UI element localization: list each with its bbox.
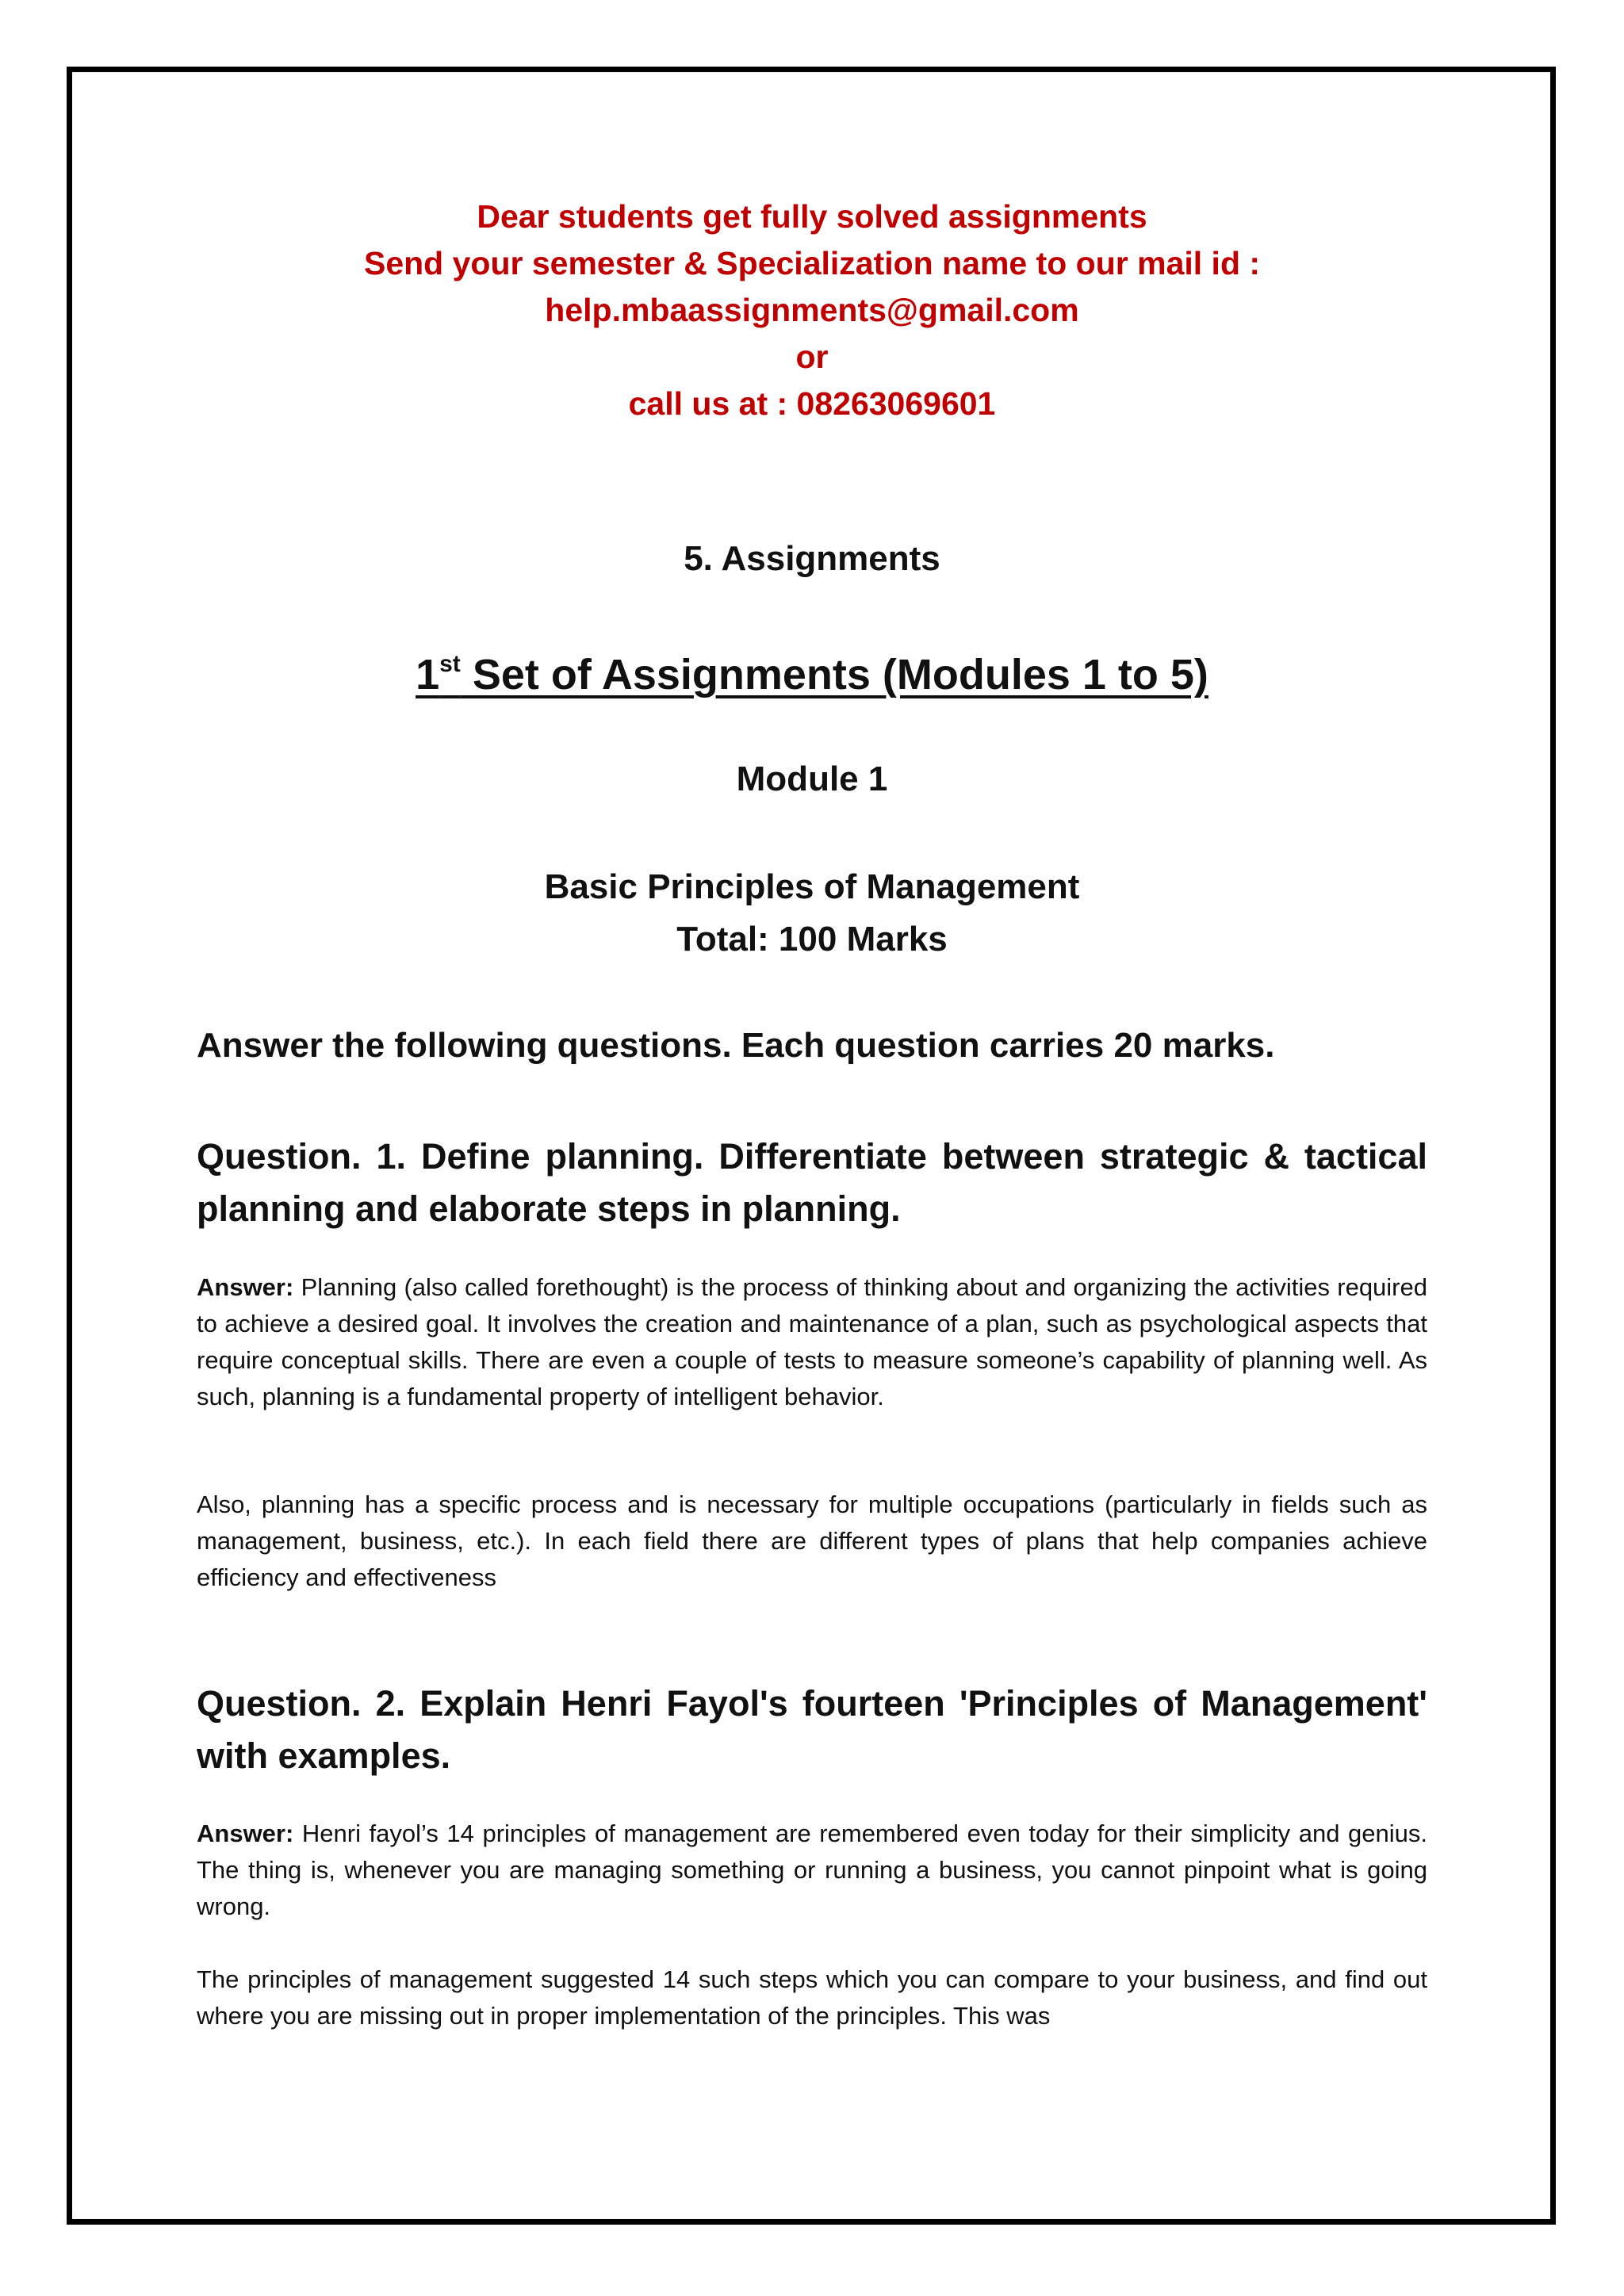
promo-line-1: Dear students get fully solved assignments (477, 198, 1147, 235)
question-1: Question. 1. Define planning. Differentiate between strategic & tactical planning and elaborate steps in planning. (197, 1136, 1427, 1229)
answer-label: Answer: (197, 1820, 294, 1847)
total-marks: Total: 100 Marks (676, 920, 948, 959)
promo-phone[interactable]: call us at : 08263069601 (628, 385, 996, 422)
answer-1-paragraph-1 (197, 1269, 1427, 1415)
set-title-text: Set of Assignments (Modules 1 to 5) (460, 651, 1208, 698)
answer-2-paragraph-2: The principles of management suggested 14 such steps which you can compare to your business, and find out where you are missing out in proper implementation of the principles. This was (197, 1965, 1427, 2030)
answer-1-paragraph-2: Also, planning has a specific process and is necessary for multiple occupations (particularly in fields such as management, business, etc.). In each field there are different types of plans that help companies achieve efficiency and effectiveness (197, 1490, 1427, 1591)
answer-2-paragraph-1 (197, 1816, 1427, 1925)
promo-or: or (795, 339, 829, 375)
set-title-number: 1 (416, 651, 440, 698)
question-2: Question. 2. Explain Henri Fayol's fourteen 'Principles of Management' with examples. (197, 1683, 1427, 1776)
module-heading: Module 1 (736, 760, 888, 798)
promo-line-2: Send your semester & Specialization name to our mail id : (363, 245, 1261, 281)
subject-heading: Basic Principles of Management (544, 867, 1080, 906)
answer-label: Answer: (197, 1273, 294, 1301)
set-title-ordinal: st (439, 651, 461, 677)
set-title (0, 650, 1624, 699)
instruction: Answer the following questions. Each question carries 20 marks. (197, 1026, 1275, 1065)
promo-email[interactable]: help.mbaassignments@gmail.com (545, 292, 1079, 328)
promo-banner (0, 193, 1624, 427)
section-heading: 5. Assignments (684, 539, 940, 578)
answer-text: Planning (also called forethought) is the process of thinking about and organizing the activities required to achieve a desired goal. It involves the creation and maintenance of a plan, such as psychological aspects that require conceptual skills. There are even a couple of tests to measure someone’s capability of planning well. As such, planning is a fundamental property of intelligent behavior. (197, 1273, 1427, 1410)
answer-text: Henri fayol’s 14 principles of management are remembered even today for their simplicity and genius. The thing is, whenever you are managing something or running a business, you cannot pinpoint what is going wrong. (197, 1820, 1427, 1920)
